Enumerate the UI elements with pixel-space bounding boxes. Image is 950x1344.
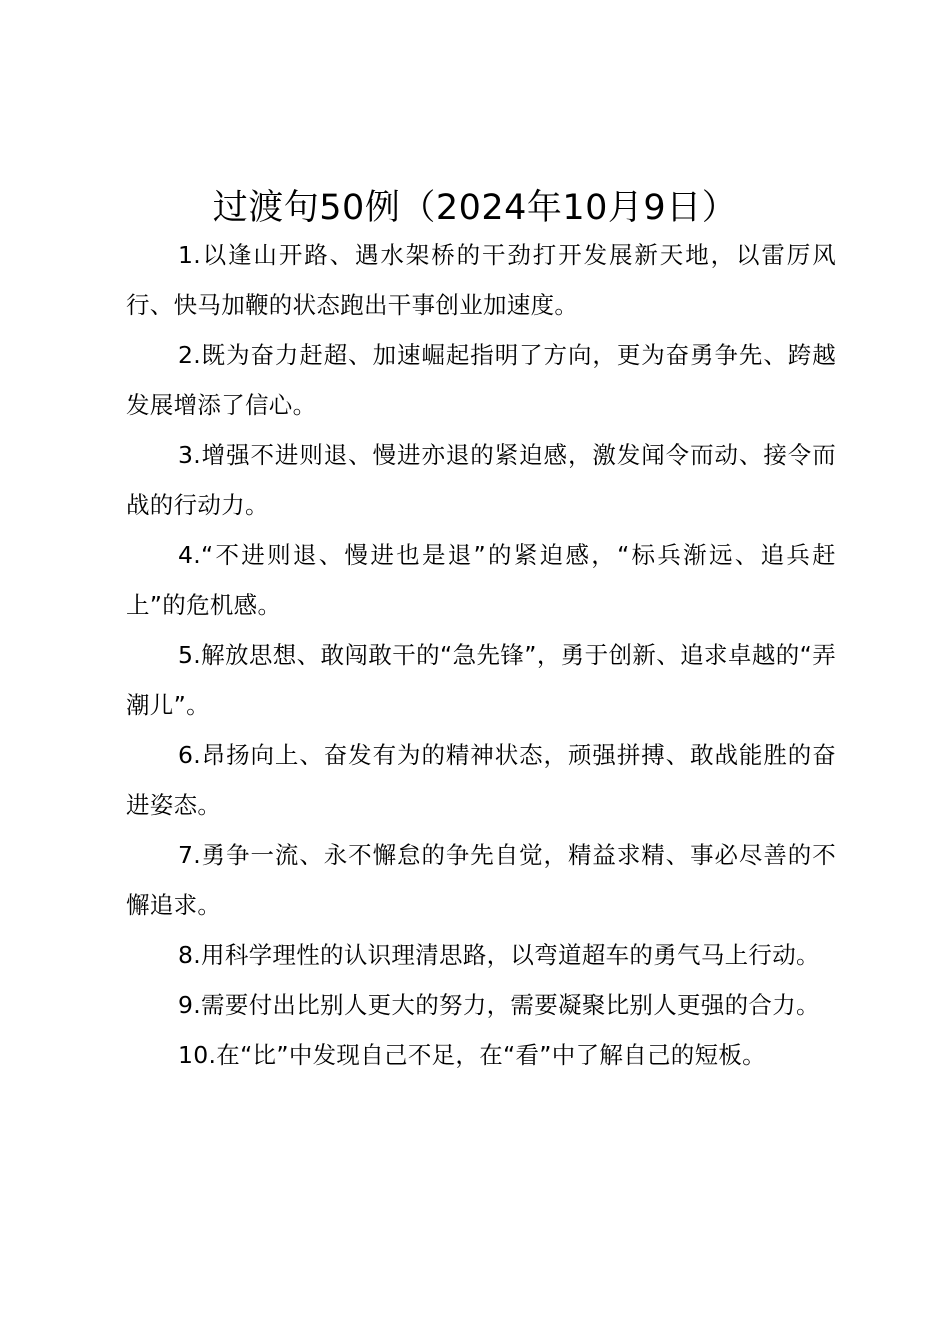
list-item: 10.在“比”中发现自己不足，在“看”中了解自己的短板。 [178, 1041, 766, 1069]
list-item: 9.需要付出比别人更大的努力，需要凝聚比别人更强的合力。 [178, 991, 820, 1019]
list-item: 4.“不进则退、慢进也是退”的紧迫感，“标兵渐远、追兵赶上”的危机感。 [126, 541, 836, 619]
sentence-list [126, 230, 836, 1080]
list-item: 1.以逢山开路、遇水架桥的干劲打开发展新天地，以雷厉风行、快马加鞭的状态跑出干事创业加速度。 [126, 241, 836, 319]
document-title: 过渡句50例（2024年10月9日） [212, 188, 738, 228]
list-item: 5.解放思想、敢闯敢干的“急先锋”，勇于创新、追求卓越的“弄潮儿”。 [126, 641, 836, 719]
list-item: 3.增强不进则退、慢进亦退的紧迫感，激发闻令而动、接令而战的行动力。 [126, 441, 836, 519]
list-item: 8.用科学理性的认识理清思路，以弯道超车的勇气马上行动。 [178, 941, 820, 969]
list-item: 2.既为奋力赶超、加速崛起指明了方向，更为奋勇争先、跨越发展增添了信心。 [126, 341, 836, 419]
list-item: 7.勇争一流、永不懈怠的争先自觉，精益求精、事必尽善的不懈追求。 [126, 841, 836, 919]
list-item: 6.昂扬向上、奋发有为的精神状态，顽强拼搏、敢战能胜的奋进姿态。 [126, 741, 836, 819]
